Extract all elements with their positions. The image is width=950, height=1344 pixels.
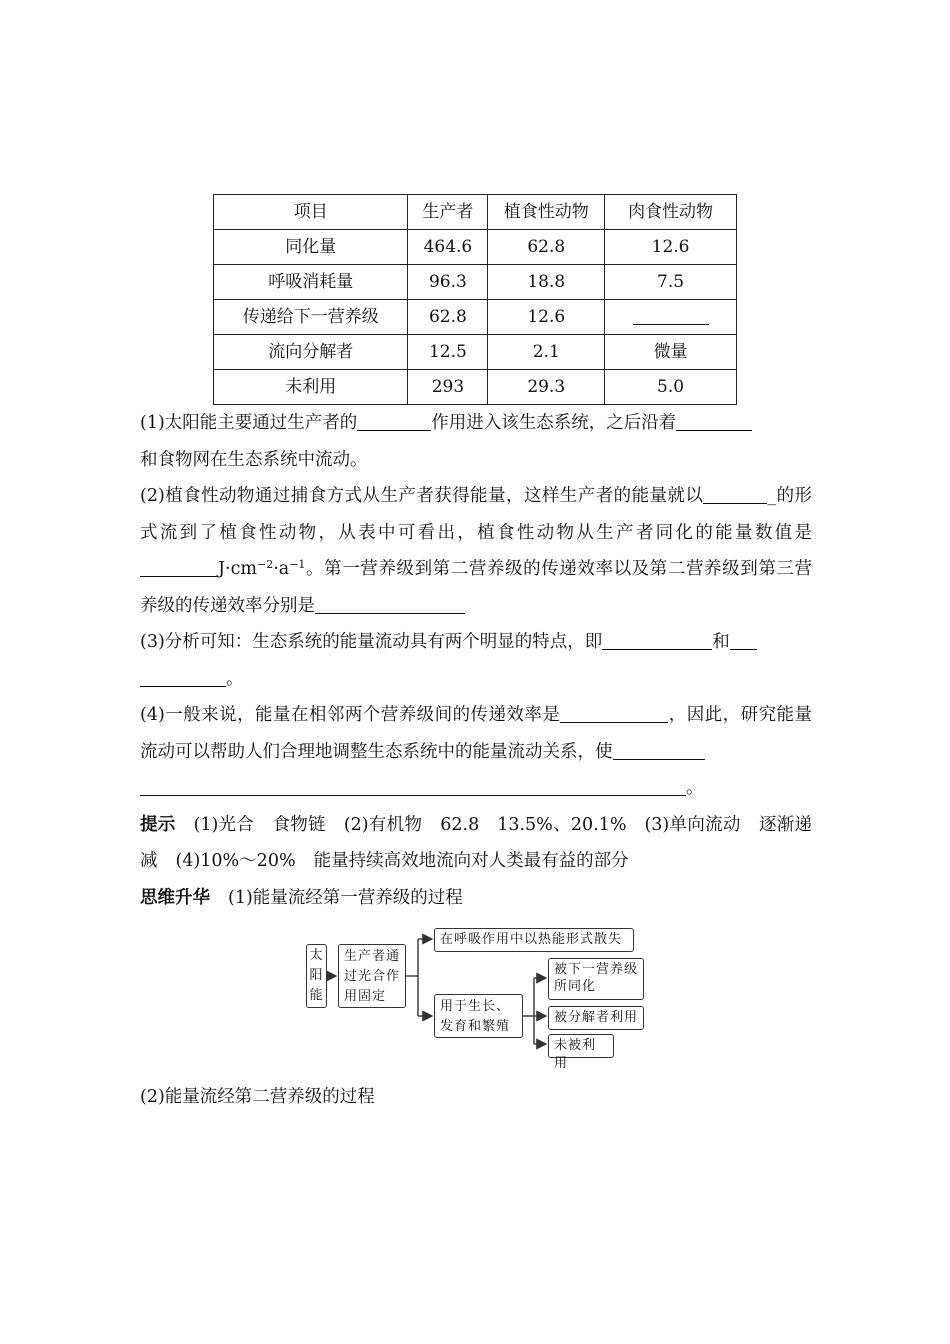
table-cell: 12.5 <box>408 335 488 370</box>
hint-answer: 食物链 <box>272 814 326 835</box>
question-1 <box>140 405 812 478</box>
q2-text: 。第一营养级到第二营养级的传递效率以及第二营养级到第三营养级的传递效率分别是 <box>140 559 812 616</box>
hint-answer: 13.5%、20.1% <box>497 814 627 835</box>
table-row <box>214 230 737 265</box>
table-cell: 5.0 <box>605 370 737 405</box>
q2-text: _的形式流到了植食性动物，从表中可看出，植食性动物从生产者同化的能量数值是 <box>140 486 813 543</box>
table-row <box>214 370 737 405</box>
exponent: −1 <box>289 558 306 571</box>
fill-blank <box>140 666 226 687</box>
table-cell-blank <box>605 300 737 335</box>
table-cell: 18.8 <box>488 265 605 300</box>
fill-blank <box>140 556 218 577</box>
q4-text: ，因此，研究能量流动可以帮助人们合理地调整生态系统中的能量流动关系，使 <box>140 705 812 762</box>
fill-blank <box>613 739 705 760</box>
table-row <box>214 335 737 370</box>
fill-blank <box>633 304 709 325</box>
table-cell: 12.6 <box>605 230 737 265</box>
q3-text: 。 <box>226 668 244 689</box>
table-cell: 同化量 <box>214 230 408 265</box>
table-cell: 流向分解者 <box>214 335 408 370</box>
exponent: −2 <box>256 558 274 571</box>
unused-node: 未被利用 <box>548 1034 614 1058</box>
table-cell: 7.5 <box>605 265 737 300</box>
fill-blank <box>140 775 686 796</box>
table-header-cell: 植食性动物 <box>488 195 605 230</box>
unit-text: J·cm <box>218 559 257 579</box>
q4-text: (4)一般来说，能量在相邻两个营养级间的传递效率是 <box>140 705 561 725</box>
q3-text: (3)分析可知：生态系统的能量流动具有两个明显的特点，即 <box>140 632 603 652</box>
q1-text: 和食物网在生态系统中流动。 <box>140 449 368 470</box>
table-header-cell: 项目 <box>214 195 408 230</box>
q3-text: 和 <box>712 632 730 652</box>
next-level-node: 被下一营养级所同化 <box>548 958 644 1000</box>
question-2 <box>140 478 812 624</box>
question-4 <box>140 697 812 807</box>
table-cell: 2.1 <box>488 335 605 370</box>
fill-blank <box>703 483 767 504</box>
table-header-cell: 生产者 <box>408 195 488 230</box>
upgrade-title: (1)能量流经第一营养级的过程 <box>228 887 463 908</box>
hint-answer: 62.8 <box>440 814 480 835</box>
table-cell: 传递给下一营养级 <box>214 300 408 335</box>
hint-paragraph <box>140 807 812 880</box>
table-row <box>214 265 737 300</box>
fill-blank <box>357 410 431 431</box>
q4-text: 。 <box>686 778 704 798</box>
table-header-row <box>214 195 737 230</box>
hint-answer: 能量持续高效地流向对人类最有益的部分 <box>313 851 629 871</box>
fill-blank <box>602 629 712 650</box>
question-3 <box>140 624 812 697</box>
fill-blank <box>315 593 465 614</box>
producer-node: 生产者通过光合作用固定 <box>338 944 406 1008</box>
table-cell: 12.6 <box>488 300 605 335</box>
hint-answer: 逐渐递减 <box>140 814 813 871</box>
sun-node: 太阳能 <box>306 944 327 1008</box>
fill-blank <box>730 629 757 650</box>
upgrade-label: 思维升华 <box>140 887 210 908</box>
hint-answer: (2)有机物 <box>343 814 423 835</box>
table-cell: 未利用 <box>214 370 408 405</box>
fill-blank <box>560 702 668 723</box>
q2-text: (2)植食性动物通过捕食方式从生产者获得能量，这样生产者的能量就以 <box>140 486 704 506</box>
table-cell: 呼吸消耗量 <box>214 265 408 300</box>
table-cell: 微量 <box>605 335 737 370</box>
section-title-2: (2)能量流经第二营养级的过程 <box>140 1087 375 1107</box>
table-cell: 96.3 <box>408 265 488 300</box>
q1-text: (1)太阳能主要通过生产者的 <box>140 413 358 433</box>
question-body <box>140 405 812 916</box>
table-cell: 293 <box>408 370 488 405</box>
hint-answer: (3)单向流动 <box>644 814 741 835</box>
upgrade-paragraph <box>140 880 812 917</box>
table-row <box>214 300 737 335</box>
growth-node: 用于生长、发育和繁殖 <box>434 994 523 1038</box>
table-cell: 62.8 <box>488 230 605 265</box>
table-cell: 29.3 <box>488 370 605 405</box>
energy-table <box>213 194 737 405</box>
table-cell: 464.6 <box>408 230 488 265</box>
hint-answer: (4)10%～20% <box>175 851 296 871</box>
hint-label: 提示 <box>140 814 176 835</box>
hint-answer: (1)光合 <box>193 814 255 835</box>
table-cell: 62.8 <box>408 300 488 335</box>
respiration-node: 在呼吸作用中以热能形式散失 <box>434 928 634 952</box>
fill-blank <box>676 410 752 431</box>
q1-text: 作用进入该生态系统，之后沿着 <box>431 413 677 433</box>
table-header-cell: 肉食性动物 <box>605 195 737 230</box>
energy-flow-diagram <box>300 922 660 1071</box>
decomposer-node: 被分解者利用 <box>548 1006 644 1030</box>
unit-text: ·a <box>273 559 290 579</box>
